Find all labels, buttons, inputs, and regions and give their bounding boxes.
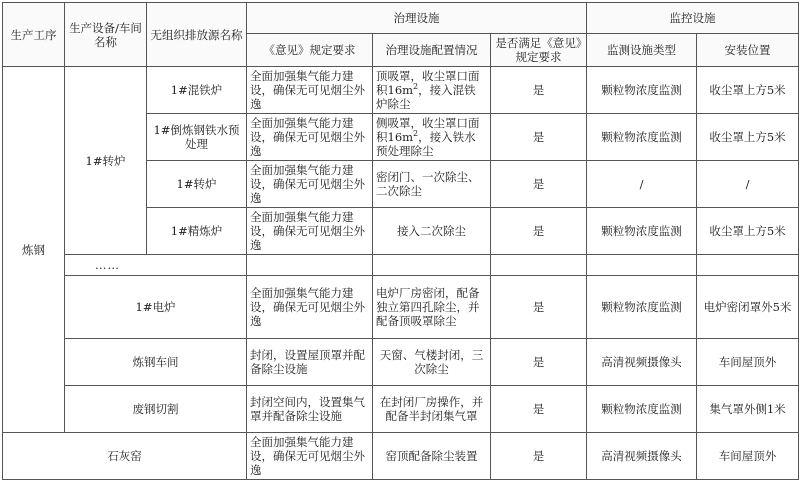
header-treatment: 治理设施 — [247, 3, 587, 34]
header-config: 治理设施配置情况 — [373, 34, 491, 67]
source-cell: 1#转炉 — [147, 161, 247, 208]
header-opinion-req: 《意见》规定要求 — [247, 34, 373, 67]
monitor-type-cell: / — [587, 161, 697, 208]
requirement-cell: 全面加强集气能力建设，确保无可见烟尘外逸 — [247, 433, 373, 480]
process-name-cell: 炼钢 — [3, 67, 65, 433]
config-cell: 顶吸罩，收尘罩口面积$16m^2$，接入混铁炉除尘 — [373, 67, 491, 114]
requirement-cell: 全面加强集气能力建设，确保无可见烟尘外逸 — [247, 208, 373, 255]
install-pos-cell: 集气罩外侧1米 — [697, 386, 799, 433]
requirement-cell: 全面加强集气能力建设，确保无可见烟尘外逸 — [247, 276, 373, 339]
meets-cell: 是 — [491, 433, 587, 480]
header-install-pos: 安装位置 — [697, 34, 799, 67]
install-pos-cell: 电炉密闭罩外5米 — [697, 276, 799, 339]
requirement-cell: 全面加强集气能力建设，确保无可见烟尘外逸 — [247, 161, 373, 208]
ellipsis-row — [3, 255, 799, 276]
config-cell: 窑顶配备除尘装置 — [373, 433, 491, 480]
cutting-name-cell: 废钢切割 — [65, 386, 247, 433]
monitor-type-cell: 颗粒物浓度监测 — [587, 386, 697, 433]
table-row — [3, 276, 799, 339]
requirement-cell: 封闭，设置屋顶罩并配备除尘设施 — [247, 339, 373, 386]
install-pos-cell: 车间屋顶外 — [697, 433, 799, 480]
meets-cell: 是 — [491, 276, 587, 339]
monitor-type-cell: 颗粒物浓度监测 — [587, 114, 697, 161]
header-source: 无组织排放源名称 — [147, 3, 247, 67]
kiln-name-cell: 石灰窑 — [3, 433, 247, 480]
config-cell: 在封闭厂房操作，并配备半封闭集气罩 — [373, 386, 491, 433]
config-cell: 接入二次除尘 — [373, 208, 491, 255]
source-cell: 1#倒炼钢铁水预处理 — [147, 114, 247, 161]
table-row — [3, 339, 799, 386]
install-pos-cell: / — [697, 161, 799, 208]
config-cell: 天窗、气楼封闭，三次除尘 — [373, 339, 491, 386]
source-cell: 1#混铁炉 — [147, 67, 247, 114]
config-cell: 电炉厂房密闭，配备独立第四孔除尘，并配备顶吸罩除尘 — [373, 276, 491, 339]
table-row — [3, 67, 799, 114]
meets-cell: 是 — [491, 67, 587, 114]
eaf-name-cell: 1#电炉 — [65, 276, 247, 339]
header-equipment: 生产设备/车间名称 — [65, 3, 147, 67]
meets-cell: 是 — [491, 208, 587, 255]
emission-control-table — [2, 2, 799, 480]
install-pos-cell: 收尘罩上方5米 — [697, 114, 799, 161]
meets-cell: 是 — [491, 161, 587, 208]
meets-cell: 是 — [491, 114, 587, 161]
monitor-type-cell: 颗粒物浓度监测 — [587, 67, 697, 114]
meets-cell: 是 — [491, 339, 587, 386]
monitor-type-cell: 高清视频摄像头 — [587, 433, 697, 480]
header-monitoring: 监控设施 — [587, 3, 799, 34]
header-process: 生产工序 — [3, 3, 65, 67]
header-row-1 — [3, 3, 799, 34]
header-monitor-type: 监测设施类型 — [587, 34, 697, 67]
requirement-cell: 全面加强集气能力建设，确保无可见烟尘外逸 — [247, 67, 373, 114]
header-meets: 是否满足《意见》规定要求 — [491, 34, 587, 67]
requirement-cell: 全面加强集气能力建设，确保无可见烟尘外逸 — [247, 114, 373, 161]
workshop-name-cell: 炼钢车间 — [65, 339, 247, 386]
monitor-type-cell: 高清视频摄像头 — [587, 339, 697, 386]
install-pos-cell: 收尘罩上方5米 — [697, 67, 799, 114]
monitor-type-cell: 颗粒物浓度监测 — [587, 276, 697, 339]
converter-group-cell: 1#转炉 — [65, 67, 147, 255]
ellipsis-cell: …… — [65, 255, 247, 276]
requirement-cell: 封闭空间内，设置集气罩并配备除尘设施 — [247, 386, 373, 433]
install-pos-cell: 车间屋顶外 — [697, 339, 799, 386]
install-pos-cell: 收尘罩上方5米 — [697, 208, 799, 255]
config-cell: 侧吸罩，收尘罩口面积$16m^2$，接入铁水预处理除尘 — [373, 114, 491, 161]
config-cell: 密闭门、一次除尘、二次除尘 — [373, 161, 491, 208]
source-cell: 1#精炼炉 — [147, 208, 247, 255]
table-row — [3, 433, 799, 480]
table-row — [3, 386, 799, 433]
meets-cell: 是 — [491, 386, 587, 433]
monitor-type-cell: 颗粒物浓度监测 — [587, 208, 697, 255]
